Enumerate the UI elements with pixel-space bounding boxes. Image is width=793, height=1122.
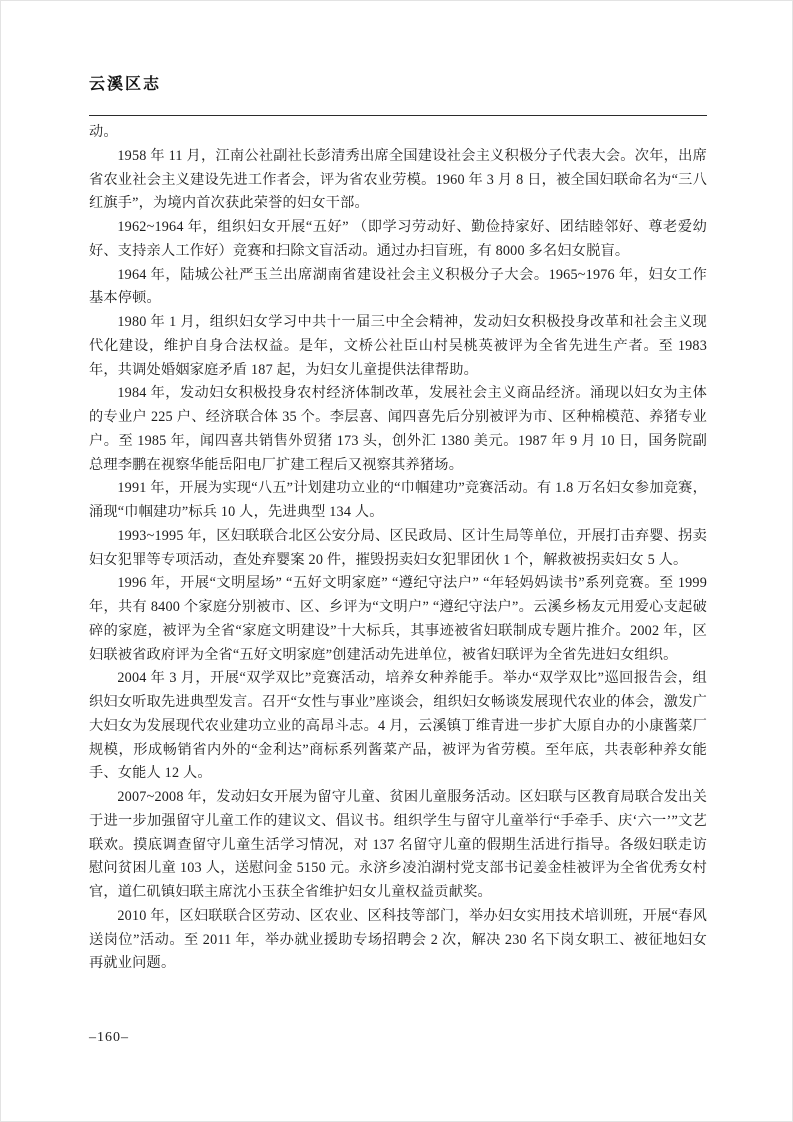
paragraph-1980: 1980 年 1 月，组织妇女学习中共十一届三中全会精神，发动妇女积极投身改革和社会主义现代化建设，维护自身合法权益。是年，文桥公社臣山村吴桃英被评为全省先进生产者。至 1983 年，共调处婚姻家庭矛盾 187 起，为妇女儿童提供法律帮助。	[89, 314, 707, 378]
book-title: 云溪区志	[89, 76, 162, 93]
paragraph-1991: 1991 年，开展为实现“八五”计划建功立业的“巾帼建功”竞赛活动。有 1.8 万名妇女参加竞赛，涌现“巾帼建功”标兵 10 人，先进典型 134 人。	[89, 480, 707, 520]
running-header	[89, 71, 707, 94]
body-text	[89, 121, 707, 976]
paragraph-1996: 1996 年，开展“文明屋场” “五好文明家庭” “遵纪守法户” “年轻妈妈读书”系列竞赛。至 1999 年，共有 8400 个家庭分别被市、区、乡评为“文明户” “遵纪守法户”。云溪乡杨友元用爱心支起破碎的家庭，被评为全省“家庭文明建设”十大标兵，其事迹被省妇联制成专题片推介。2002 年，区妇联被省政府评为全省“五好文明家庭”创建活动先进单位，被省妇联评为全省先进妇女组织。	[89, 575, 707, 663]
header-rule	[89, 115, 707, 116]
paragraph-1958: 1958 年 11 月，江南公社副社长彭清秀出席全国建设社会主义积极分子代表大会。次年，出席省农业社会主义建设先进工作者会，评为省农业劳模。1960 年 3 月 8 日，被全国妇联命名为“三八红旗手”，为境内首次获此荣誉的妇女干部。	[89, 147, 707, 212]
paragraph-2010: 2010 年，区妇联联合区劳动、区农业、区科技等部门，举办妇女实用技术培训班，开展“春风送岗位”活动。至 2011 年，举办就业援助专场招聘会 2 次，解决 230 名下岗女职工、被征地妇女再就业问题。	[89, 907, 707, 972]
paragraph-1984: 1984 年，发动妇女积极投身农村经济体制改革，发展社会主义商品经济。涌现以妇女为主体的专业户 225 户、经济联合体 35 个。李层喜、闻四喜先后分别被评为市、区种棉模范、养猪专业户。至 1985 年，闻四喜共销售外贸猪 173 头，创外汇 1380 美元。1987 年 9 月 10 日，国务院副总理李鹏在视察华能岳阳电厂扩建工程后又视察其养猪场。	[89, 385, 707, 473]
page-number: –160–	[89, 1030, 129, 1045]
paragraph-continuation: 动。	[89, 124, 118, 140]
paragraph-1993-1995: 1993~1995 年，区妇联联合北区公安分局、区民政局、区计生局等单位，开展打击弃婴、拐卖妇女犯罪等专项活动，查处弃婴案 20 件，摧毁拐卖妇女犯罪团伙 1 个，解救被拐卖妇女 5 人。	[89, 527, 707, 568]
paragraph-1964: 1964 年，陆城公社严玉兰出席湖南省建设社会主义积极分子大会。1965~1976 年，妇女工作基本停顿。	[89, 266, 707, 307]
paragraph-2007-2008: 2007~2008 年，发动妇女开展为留守儿童、贫困儿童服务活动。区妇联与区教育局联合发出关于进一步加强留守儿童工作的建议文、倡议书。组织学生与留守儿童举行“手牵手、庆‘六一’”文艺联欢。摸底调查留守儿童生活学习情况，对 137 名留守儿童的假期生活进行指导。各级妇联走访慰问贫困儿童 103 人，送慰问金 5150 元。永济乡凌泊湖村党支部书记姜金桂被评为全省优秀女村官，道仁矶镇妇联主席沈小玉获全省维护妇女儿童权益贡献奖。	[89, 789, 707, 900]
paragraph-2004: 2004 年 3 月，开展“双学双比”竞赛活动，培养女种养能手。举办“双学双比”巡回报告会，组织妇女听取先进典型发言。召开“女性与事业”座谈会，组织妇女畅谈发展现代农业的体会，激发广大妇女为发展现代农业建功立业的高昂斗志。4 月，云溪镇丁维青进一步扩大原自办的小康酱菜厂规模，形成畅销省内外的“金利达”商标系列酱菜产品，被评为省劳模。至年底，共表彰种养女能手、女能人 12 人。	[89, 670, 707, 782]
paragraph-1962-1964: 1962~1964 年，组织妇女开展“五好” （即学习劳动好、勤俭持家好、团结睦邻好、尊老爱幼好、支持亲人工作好）竞赛和扫除文盲活动。通过办扫盲班，有 8000 多名妇女脱盲。	[89, 219, 707, 259]
